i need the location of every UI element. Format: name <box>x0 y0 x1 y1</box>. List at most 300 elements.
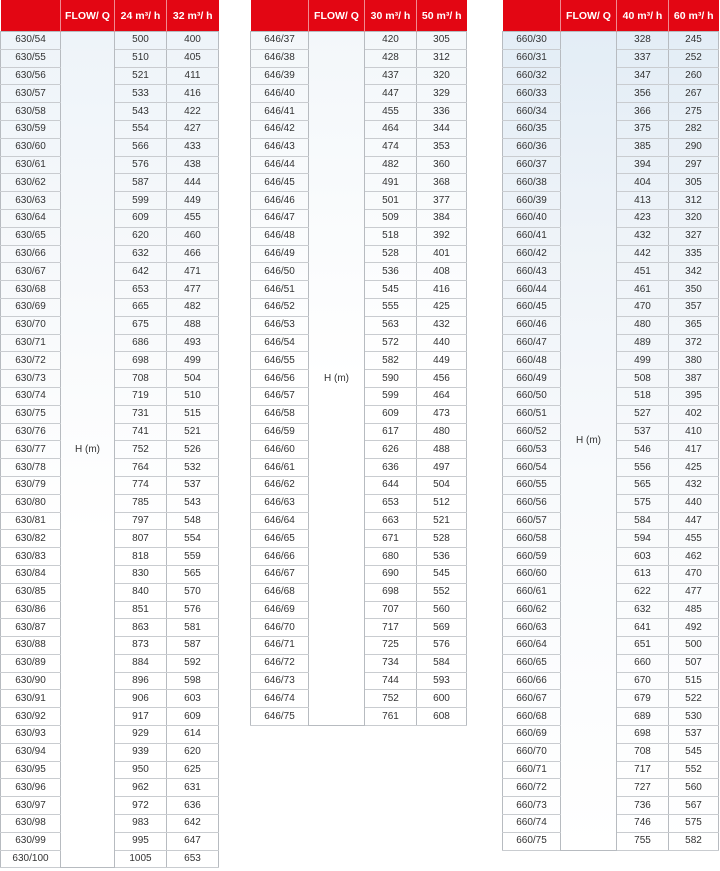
head-value-high-flow: 372 <box>669 334 719 352</box>
model-cell: 630/56 <box>1 67 61 85</box>
pump-table-646 <box>250 0 467 726</box>
head-value-high-flow: 368 <box>417 174 467 192</box>
model-cell: 660/48 <box>503 352 561 370</box>
head-value-high-flow: 466 <box>167 245 219 263</box>
head-value-low-flow: 698 <box>115 352 167 370</box>
head-value-low-flow: 543 <box>115 103 167 121</box>
head-value-low-flow: 474 <box>365 138 417 156</box>
flow-30-column-header: 30 m³/ h <box>365 0 417 32</box>
model-cell: 646/70 <box>251 619 309 637</box>
head-value-high-flow: 410 <box>669 423 719 441</box>
head-value-low-flow: 719 <box>115 387 167 405</box>
head-value-low-flow: 375 <box>617 120 669 138</box>
head-value-low-flow: 609 <box>115 209 167 227</box>
head-value-high-flow: 440 <box>669 494 719 512</box>
head-value-high-flow: 477 <box>167 281 219 299</box>
head-value-low-flow: 690 <box>365 565 417 583</box>
head-value-low-flow: 884 <box>115 654 167 672</box>
head-value-high-flow: 447 <box>669 512 719 530</box>
model-cell: 630/65 <box>1 227 61 245</box>
model-cell: 646/42 <box>251 120 309 138</box>
flow-column-header: FLOW/ Q <box>309 0 365 32</box>
head-value-high-flow: 425 <box>417 298 467 316</box>
head-value-high-flow: 598 <box>167 672 219 690</box>
model-cell: 630/59 <box>1 120 61 138</box>
head-value-low-flow: 873 <box>115 637 167 655</box>
model-cell: 660/42 <box>503 245 561 263</box>
head-value-high-flow: 387 <box>669 370 719 388</box>
model-cell: 660/47 <box>503 334 561 352</box>
head-value-high-flow: 329 <box>417 85 467 103</box>
head-value-low-flow: 807 <box>115 530 167 548</box>
head-value-low-flow: 746 <box>617 815 669 833</box>
model-cell: 630/97 <box>1 797 61 815</box>
model-cell: 646/63 <box>251 494 309 512</box>
head-value-high-flow: 480 <box>417 423 467 441</box>
head-value-low-flow: 521 <box>115 67 167 85</box>
head-value-high-flow: 521 <box>167 423 219 441</box>
head-value-low-flow: 830 <box>115 565 167 583</box>
head-value-high-flow: 552 <box>417 583 467 601</box>
model-cell: 630/74 <box>1 387 61 405</box>
model-cell: 630/78 <box>1 459 61 477</box>
head-value-low-flow: 394 <box>617 156 669 174</box>
model-cell: 630/67 <box>1 263 61 281</box>
head-value-high-flow: 532 <box>167 459 219 477</box>
head-value-high-flow: 500 <box>669 637 719 655</box>
head-value-low-flow: 689 <box>617 708 669 726</box>
head-value-high-flow: 427 <box>167 120 219 138</box>
head-unit-label: H (m) <box>561 32 617 851</box>
head-value-high-flow: 384 <box>417 209 467 227</box>
model-cell: 660/56 <box>503 494 561 512</box>
head-value-low-flow: 755 <box>617 832 669 850</box>
head-value-low-flow: 428 <box>365 49 417 67</box>
head-value-high-flow: 497 <box>417 459 467 477</box>
head-value-high-flow: 395 <box>669 387 719 405</box>
head-value-high-flow: 297 <box>669 156 719 174</box>
table-row <box>503 32 719 50</box>
head-value-low-flow: 590 <box>365 370 417 388</box>
model-cell: 646/52 <box>251 298 309 316</box>
model-cell: 646/55 <box>251 352 309 370</box>
head-value-high-flow: 582 <box>669 832 719 850</box>
model-cell: 660/63 <box>503 619 561 637</box>
head-value-low-flow: 447 <box>365 85 417 103</box>
head-value-low-flow: 632 <box>115 245 167 263</box>
head-value-high-flow: 444 <box>167 174 219 192</box>
flow-column-header: FLOW/ Q <box>561 0 617 32</box>
head-value-low-flow: 613 <box>617 565 669 583</box>
head-value-low-flow: 563 <box>365 316 417 334</box>
head-value-high-flow: 401 <box>417 245 467 263</box>
head-value-low-flow: 500 <box>115 32 167 50</box>
head-value-low-flow: 665 <box>115 298 167 316</box>
model-cell: 630/64 <box>1 209 61 227</box>
head-value-high-flow: 416 <box>417 281 467 299</box>
head-value-low-flow: 939 <box>115 743 167 761</box>
head-value-low-flow: 636 <box>365 459 417 477</box>
model-cell: 630/79 <box>1 476 61 494</box>
model-cell: 660/57 <box>503 512 561 530</box>
head-value-low-flow: 983 <box>115 815 167 833</box>
head-value-low-flow: 785 <box>115 494 167 512</box>
model-cell: 630/55 <box>1 49 61 67</box>
model-cell: 646/51 <box>251 281 309 299</box>
head-value-high-flow: 512 <box>417 494 467 512</box>
model-cell: 646/66 <box>251 548 309 566</box>
head-value-high-flow: 440 <box>417 334 467 352</box>
head-value-high-flow: 569 <box>417 619 467 637</box>
head-value-high-flow: 433 <box>167 138 219 156</box>
model-cell: 660/35 <box>503 120 561 138</box>
head-value-low-flow: 582 <box>365 352 417 370</box>
model-cell: 660/61 <box>503 583 561 601</box>
head-value-high-flow: 537 <box>167 476 219 494</box>
flow-32-column-header: 32 m³/ h <box>167 0 219 32</box>
model-cell: 660/40 <box>503 209 561 227</box>
head-value-low-flow: 554 <box>115 120 167 138</box>
model-cell: 630/76 <box>1 423 61 441</box>
head-value-high-flow: 344 <box>417 120 467 138</box>
model-cell: 660/41 <box>503 227 561 245</box>
model-cell: 630/99 <box>1 832 61 850</box>
model-cell: 630/57 <box>1 85 61 103</box>
head-value-high-flow: 327 <box>669 227 719 245</box>
head-value-high-flow: 548 <box>167 512 219 530</box>
head-value-high-flow: 504 <box>417 476 467 494</box>
model-column-header <box>503 0 561 32</box>
head-value-low-flow: 528 <box>365 245 417 263</box>
model-cell: 660/46 <box>503 316 561 334</box>
head-value-high-flow: 636 <box>167 797 219 815</box>
model-cell: 630/66 <box>1 245 61 263</box>
model-cell: 660/33 <box>503 85 561 103</box>
head-value-high-flow: 584 <box>417 654 467 672</box>
head-value-high-flow: 482 <box>167 298 219 316</box>
head-value-high-flow: 576 <box>167 601 219 619</box>
head-value-low-flow: 840 <box>115 583 167 601</box>
head-value-high-flow: 342 <box>669 263 719 281</box>
head-value-low-flow: 385 <box>617 138 669 156</box>
model-cell: 660/34 <box>503 103 561 121</box>
model-cell: 646/62 <box>251 476 309 494</box>
head-value-low-flow: 328 <box>617 32 669 50</box>
head-value-low-flow: 420 <box>365 32 417 50</box>
head-value-high-flow: 417 <box>669 441 719 459</box>
model-cell: 646/37 <box>251 32 309 50</box>
model-cell: 630/88 <box>1 637 61 655</box>
head-value-low-flow: 906 <box>115 690 167 708</box>
head-value-high-flow: 408 <box>417 263 467 281</box>
head-unit-label: H (m) <box>61 32 115 868</box>
model-cell: 630/75 <box>1 405 61 423</box>
head-value-high-flow: 631 <box>167 779 219 797</box>
head-value-low-flow: 442 <box>617 245 669 263</box>
model-cell: 630/54 <box>1 32 61 50</box>
head-value-low-flow: 599 <box>115 192 167 210</box>
head-value-high-flow: 521 <box>417 512 467 530</box>
head-value-high-flow: 462 <box>669 548 719 566</box>
head-value-high-flow: 567 <box>669 797 719 815</box>
model-cell: 646/47 <box>251 209 309 227</box>
head-value-low-flow: 347 <box>617 67 669 85</box>
head-value-high-flow: 537 <box>669 726 719 744</box>
head-value-low-flow: 620 <box>115 227 167 245</box>
model-cell: 660/65 <box>503 654 561 672</box>
model-cell: 646/53 <box>251 316 309 334</box>
head-value-low-flow: 675 <box>115 316 167 334</box>
head-value-high-flow: 575 <box>669 815 719 833</box>
head-value-low-flow: 731 <box>115 405 167 423</box>
head-value-high-flow: 455 <box>669 530 719 548</box>
table-row <box>251 32 467 50</box>
head-value-high-flow: 432 <box>669 476 719 494</box>
head-value-high-flow: 360 <box>417 156 467 174</box>
model-cell: 646/71 <box>251 637 309 655</box>
head-value-low-flow: 774 <box>115 476 167 494</box>
head-value-high-flow: 411 <box>167 67 219 85</box>
head-value-high-flow: 405 <box>167 49 219 67</box>
model-cell: 660/60 <box>503 565 561 583</box>
head-value-high-flow: 353 <box>417 138 467 156</box>
head-value-low-flow: 917 <box>115 708 167 726</box>
head-value-high-flow: 515 <box>669 672 719 690</box>
head-value-low-flow: 337 <box>617 49 669 67</box>
model-cell: 630/60 <box>1 138 61 156</box>
head-value-high-flow: 377 <box>417 192 467 210</box>
head-value-high-flow: 365 <box>669 316 719 334</box>
head-value-low-flow: 950 <box>115 761 167 779</box>
head-value-low-flow: 509 <box>365 209 417 227</box>
head-value-high-flow: 620 <box>167 743 219 761</box>
model-cell: 646/48 <box>251 227 309 245</box>
head-value-low-flow: 642 <box>115 263 167 281</box>
head-value-high-flow: 593 <box>417 672 467 690</box>
head-value-low-flow: 764 <box>115 459 167 477</box>
head-value-low-flow: 584 <box>617 512 669 530</box>
model-cell: 630/71 <box>1 334 61 352</box>
head-value-high-flow: 559 <box>167 548 219 566</box>
model-cell: 646/57 <box>251 387 309 405</box>
head-value-high-flow: 603 <box>167 690 219 708</box>
head-value-low-flow: 464 <box>365 120 417 138</box>
head-value-low-flow: 404 <box>617 174 669 192</box>
flow-column-header: FLOW/ Q <box>61 0 115 32</box>
flow-40-column-header: 40 m³/ h <box>617 0 669 32</box>
model-cell: 630/62 <box>1 174 61 192</box>
model-cell: 630/72 <box>1 352 61 370</box>
table-header-row <box>503 0 719 32</box>
pump-table-660 <box>502 0 719 851</box>
head-value-low-flow: 451 <box>617 263 669 281</box>
head-value-low-flow: 717 <box>617 761 669 779</box>
model-cell: 646/49 <box>251 245 309 263</box>
model-cell: 660/32 <box>503 67 561 85</box>
head-value-low-flow: 962 <box>115 779 167 797</box>
head-value-high-flow: 473 <box>417 405 467 423</box>
model-cell: 646/67 <box>251 565 309 583</box>
head-value-low-flow: 565 <box>617 476 669 494</box>
head-value-low-flow: 660 <box>617 654 669 672</box>
head-value-high-flow: 545 <box>669 743 719 761</box>
head-value-high-flow: 350 <box>669 281 719 299</box>
model-cell: 660/30 <box>503 32 561 50</box>
head-value-high-flow: 545 <box>417 565 467 583</box>
head-value-high-flow: 471 <box>167 263 219 281</box>
head-value-high-flow: 504 <box>167 370 219 388</box>
model-cell: 646/45 <box>251 174 309 192</box>
model-cell: 646/59 <box>251 423 309 441</box>
model-cell: 646/50 <box>251 263 309 281</box>
head-value-low-flow: 603 <box>617 548 669 566</box>
table-header-row <box>1 0 219 32</box>
head-value-low-flow: 929 <box>115 726 167 744</box>
head-value-high-flow: 438 <box>167 156 219 174</box>
head-value-high-flow: 522 <box>669 690 719 708</box>
head-value-high-flow: 425 <box>669 459 719 477</box>
head-value-low-flow: 461 <box>617 281 669 299</box>
head-value-low-flow: 510 <box>115 49 167 67</box>
model-cell: 660/50 <box>503 387 561 405</box>
model-cell: 646/75 <box>251 708 309 726</box>
model-cell: 660/62 <box>503 601 561 619</box>
head-value-low-flow: 455 <box>365 103 417 121</box>
head-value-high-flow: 400 <box>167 32 219 50</box>
head-value-high-flow: 320 <box>669 209 719 227</box>
head-unit-label: H (m) <box>309 32 365 726</box>
model-cell: 646/58 <box>251 405 309 423</box>
model-cell: 630/69 <box>1 298 61 316</box>
head-value-low-flow: 518 <box>617 387 669 405</box>
model-cell: 646/38 <box>251 49 309 67</box>
head-value-low-flow: 482 <box>365 156 417 174</box>
head-value-high-flow: 581 <box>167 619 219 637</box>
head-value-high-flow: 576 <box>417 637 467 655</box>
head-value-high-flow: 305 <box>669 174 719 192</box>
model-cell: 660/75 <box>503 832 561 850</box>
pump-table-630 <box>0 0 219 868</box>
model-cell: 660/37 <box>503 156 561 174</box>
flow-24-column-header: 24 m³/ h <box>115 0 167 32</box>
head-value-low-flow: 533 <box>115 85 167 103</box>
model-cell: 660/31 <box>503 49 561 67</box>
head-value-low-flow: 736 <box>617 797 669 815</box>
model-cell: 630/84 <box>1 565 61 583</box>
head-value-low-flow: 480 <box>617 316 669 334</box>
head-value-high-flow: 608 <box>417 708 467 726</box>
model-cell: 646/74 <box>251 690 309 708</box>
head-value-high-flow: 477 <box>669 583 719 601</box>
head-value-low-flow: 599 <box>365 387 417 405</box>
head-value-low-flow: 432 <box>617 227 669 245</box>
model-cell: 660/66 <box>503 672 561 690</box>
table-row <box>1 32 219 50</box>
model-cell: 646/46 <box>251 192 309 210</box>
head-value-high-flow: 600 <box>417 690 467 708</box>
model-cell: 630/89 <box>1 654 61 672</box>
model-cell: 660/44 <box>503 281 561 299</box>
head-value-low-flow: 663 <box>365 512 417 530</box>
head-value-high-flow: 526 <box>167 441 219 459</box>
model-cell: 646/65 <box>251 530 309 548</box>
head-value-high-flow: 570 <box>167 583 219 601</box>
model-cell: 630/82 <box>1 530 61 548</box>
head-value-high-flow: 530 <box>669 708 719 726</box>
head-value-low-flow: 626 <box>365 441 417 459</box>
head-value-low-flow: 594 <box>617 530 669 548</box>
model-cell: 630/94 <box>1 743 61 761</box>
head-value-low-flow: 501 <box>365 192 417 210</box>
head-value-low-flow: 653 <box>365 494 417 512</box>
head-value-low-flow: 818 <box>115 548 167 566</box>
head-value-high-flow: 488 <box>417 441 467 459</box>
model-cell: 630/83 <box>1 548 61 566</box>
model-cell: 646/72 <box>251 654 309 672</box>
head-value-low-flow: 686 <box>115 334 167 352</box>
head-value-low-flow: 851 <box>115 601 167 619</box>
head-value-high-flow: 305 <box>417 32 467 50</box>
head-value-high-flow: 493 <box>167 334 219 352</box>
head-value-high-flow: 565 <box>167 565 219 583</box>
model-cell: 630/73 <box>1 370 61 388</box>
head-value-low-flow: 499 <box>617 352 669 370</box>
head-value-low-flow: 761 <box>365 708 417 726</box>
head-value-high-flow: 245 <box>669 32 719 50</box>
model-cell: 630/70 <box>1 316 61 334</box>
model-cell: 630/93 <box>1 726 61 744</box>
head-value-high-flow: 625 <box>167 761 219 779</box>
head-value-low-flow: 698 <box>617 726 669 744</box>
table-header-row <box>251 0 467 32</box>
head-value-low-flow: 622 <box>617 583 669 601</box>
head-value-high-flow: 485 <box>669 601 719 619</box>
model-cell: 646/54 <box>251 334 309 352</box>
head-value-high-flow: 380 <box>669 352 719 370</box>
head-value-high-flow: 647 <box>167 832 219 850</box>
head-value-high-flow: 510 <box>167 387 219 405</box>
head-value-high-flow: 536 <box>417 548 467 566</box>
head-value-low-flow: 556 <box>617 459 669 477</box>
head-value-low-flow: 609 <box>365 405 417 423</box>
head-value-high-flow: 312 <box>669 192 719 210</box>
model-cell: 646/40 <box>251 85 309 103</box>
head-value-high-flow: 609 <box>167 708 219 726</box>
head-value-low-flow: 863 <box>115 619 167 637</box>
head-value-high-flow: 464 <box>417 387 467 405</box>
model-cell: 646/68 <box>251 583 309 601</box>
model-cell: 660/53 <box>503 441 561 459</box>
model-column-header <box>1 0 61 32</box>
head-value-low-flow: 670 <box>617 672 669 690</box>
head-value-low-flow: 489 <box>617 334 669 352</box>
model-cell: 646/69 <box>251 601 309 619</box>
model-cell: 630/81 <box>1 512 61 530</box>
head-value-low-flow: 545 <box>365 281 417 299</box>
head-value-low-flow: 744 <box>365 672 417 690</box>
model-cell: 660/45 <box>503 298 561 316</box>
head-value-low-flow: 708 <box>617 743 669 761</box>
head-value-low-flow: 741 <box>115 423 167 441</box>
model-cell: 646/43 <box>251 138 309 156</box>
head-value-high-flow: 320 <box>417 67 467 85</box>
model-cell: 630/58 <box>1 103 61 121</box>
head-value-high-flow: 499 <box>167 352 219 370</box>
head-value-low-flow: 356 <box>617 85 669 103</box>
head-value-low-flow: 508 <box>617 370 669 388</box>
head-value-high-flow: 275 <box>669 103 719 121</box>
model-cell: 630/77 <box>1 441 61 459</box>
